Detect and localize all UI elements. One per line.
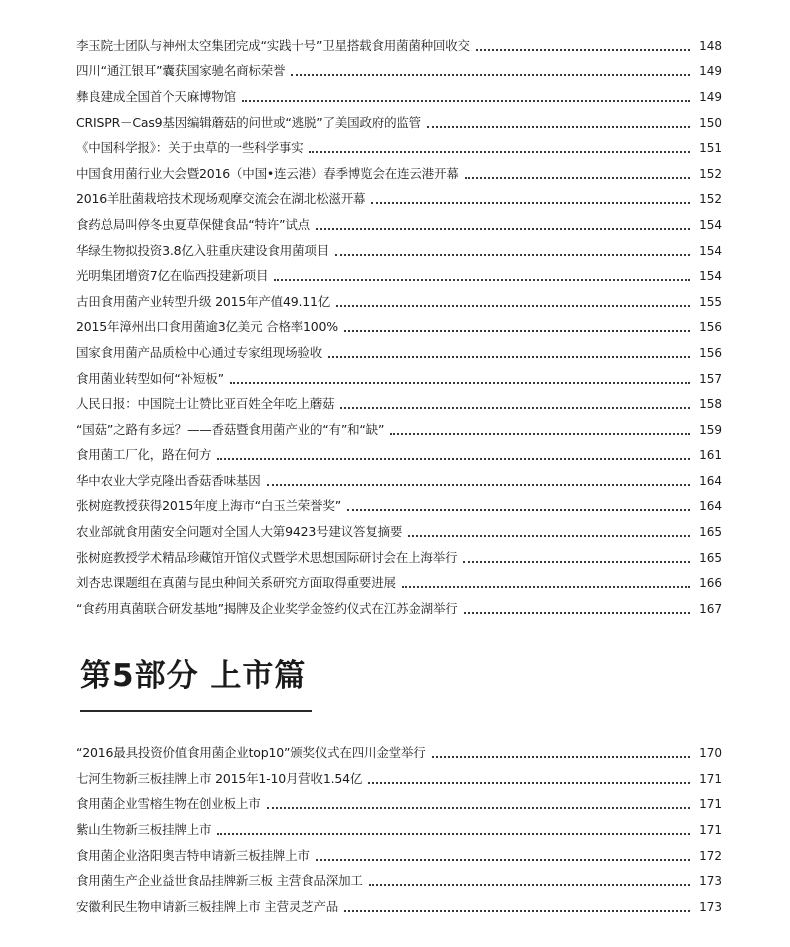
dot-leader	[464, 612, 690, 614]
toc-entry-title: 七河生物新三板挂牌上市 2015年1-10月营收1.54亿	[76, 770, 363, 786]
toc-entry[interactable]	[76, 843, 722, 869]
toc-entry[interactable]	[76, 84, 722, 110]
toc-entry-title: CRISPR－Cas9基因编辑蘑菇的问世或“逃脱”了美国政府的监管	[76, 114, 421, 130]
toc-entry[interactable]	[76, 494, 722, 520]
toc-entry[interactable]	[76, 791, 722, 817]
toc-entry-page: 171	[699, 822, 722, 837]
toc-entry[interactable]	[76, 187, 722, 213]
toc-entry[interactable]	[76, 366, 722, 392]
toc-entry[interactable]	[76, 110, 722, 136]
section-heading-rule	[80, 710, 312, 712]
toc-entry[interactable]	[76, 135, 722, 161]
dot-leader	[368, 782, 690, 784]
dot-leader	[427, 126, 690, 128]
toc-entry-page: 154	[699, 243, 722, 258]
toc-entry-page: 165	[699, 525, 722, 540]
toc-entry[interactable]	[76, 740, 722, 766]
dot-leader	[267, 807, 690, 809]
toc-entry-page: 152	[699, 166, 722, 181]
toc-entry[interactable]	[76, 894, 722, 920]
toc-entry-page: 165	[699, 550, 722, 565]
toc-entry-page: 166	[699, 576, 722, 591]
toc-entry-title: 华中农业大学克隆出香菇香味基因	[76, 472, 261, 488]
dot-leader	[316, 859, 690, 861]
toc-entry-page: 164	[699, 499, 722, 514]
toc-entry[interactable]	[76, 545, 722, 571]
toc-entry-title: 四川“通江银耳”囊获国家驰名商标荣誉	[76, 63, 286, 79]
toc-entry[interactable]	[76, 263, 722, 289]
toc-entry-page: 155	[699, 294, 722, 309]
toc-entry[interactable]	[76, 212, 722, 238]
toc-list-before	[76, 33, 722, 622]
toc-entry-title: 食药总局叫停冬虫夏草保健食品“特许”试点	[76, 216, 310, 232]
toc-entry[interactable]	[76, 33, 722, 59]
toc-entry[interactable]	[76, 391, 722, 417]
toc-entry-page: 173	[699, 899, 722, 914]
dot-leader	[230, 382, 690, 384]
toc-entry-title: 张树庭教授获得2015年度上海市“白玉兰荣誉奖”	[76, 498, 341, 514]
toc-entry-title: 张树庭教授学术精品珍藏馆开馆仪式暨学术思想国际研讨会在上海举行	[76, 549, 458, 565]
dot-leader	[463, 561, 690, 563]
toc-entry[interactable]	[76, 766, 722, 792]
dot-leader	[347, 509, 690, 511]
dot-leader	[217, 458, 690, 460]
dot-leader	[402, 586, 690, 588]
toc-list-after	[76, 740, 722, 920]
dot-leader	[291, 74, 690, 76]
toc-entry-title: 食用菌工厂化，路在何方	[76, 447, 212, 463]
toc-entry-page: 164	[699, 473, 722, 488]
dot-leader	[408, 535, 690, 537]
toc-entry-page: 154	[699, 269, 722, 284]
toc-entry-page: 161	[699, 448, 722, 463]
toc-entry-title: “2016最具投资价值食用菌企业top10”颁奖仪式在四川金堂举行	[76, 744, 426, 760]
toc-entry-title: “食药用真菌联合研发基地”揭牌及企业奖学金签约仪式在江苏金湖举行	[76, 600, 458, 616]
dot-leader	[344, 910, 690, 912]
toc-entry[interactable]	[76, 238, 722, 264]
toc-entry[interactable]	[76, 289, 722, 315]
toc-entry-title: 中国食用菌行业大会暨2016（中国•连云港）春季博览会在连云港开幕	[76, 165, 459, 181]
toc-entry-title: 食用菌生产企业益世食品挂牌新三板 主营食品深加工	[76, 873, 363, 889]
toc-entry-page: 159	[699, 422, 722, 437]
toc-entry-page: 150	[699, 115, 722, 130]
toc-entry[interactable]	[76, 868, 722, 894]
toc-entry-title: 《中国科学报》：关于虫草的一些科学事实	[76, 140, 304, 156]
toc-entry-page: 171	[699, 771, 722, 786]
toc-entry-page: 156	[699, 320, 722, 335]
toc-entry[interactable]	[76, 817, 722, 843]
toc-entry-title: 光明集团增资7亿在临西投建新项目	[76, 268, 269, 284]
toc-entry-page: 171	[699, 797, 722, 812]
dot-leader	[371, 202, 690, 204]
dot-leader	[309, 151, 690, 153]
toc-entry[interactable]	[76, 570, 722, 596]
toc-entry-page: 170	[699, 745, 722, 760]
dot-leader	[340, 407, 690, 409]
dot-leader	[328, 356, 690, 358]
toc-entry[interactable]	[76, 443, 722, 469]
toc-entry-page: 149	[699, 89, 722, 104]
toc-entry-title: 食用菌企业洛阳奥吉特申请新三板挂牌上市	[76, 847, 310, 863]
dot-leader	[242, 100, 690, 102]
toc-entry-title: 彝良建成全国首个天麻博物馆	[76, 88, 236, 104]
toc-entry[interactable]	[76, 596, 722, 622]
toc-entry[interactable]	[76, 417, 722, 443]
dot-leader	[336, 305, 690, 307]
toc-entry[interactable]	[76, 340, 722, 366]
toc-entry-title: 刘杏忠课题组在真菌与昆虫种间关系研究方面取得重要进展	[76, 575, 396, 591]
toc-entry-title: 古田食用菌产业转型升级 2015年产值49.11亿	[76, 293, 331, 309]
toc-entry-page: 152	[699, 192, 722, 207]
dot-leader	[476, 49, 690, 51]
dot-leader	[217, 833, 690, 835]
toc-entry-title: 紫山生物新三板挂牌上市	[76, 821, 212, 837]
toc-entry-page: 148	[699, 38, 722, 53]
toc-entry[interactable]	[76, 161, 722, 187]
toc-entry[interactable]	[76, 59, 722, 85]
toc-entry-title: 李玉院士团队与神州太空集团完成“实践十号”卫星搭载食用菌菌种回收交	[76, 37, 470, 53]
toc-entry-page: 173	[699, 874, 722, 889]
toc-entry-title: 国家食用菌产品质检中心通过专家组现场验收	[76, 344, 323, 360]
dot-leader	[432, 756, 690, 758]
toc-entry-page: 167	[699, 601, 722, 616]
toc-entry-page: 156	[699, 345, 722, 360]
toc-entry-title: 食用菌业转型如何“补短板”	[76, 370, 224, 386]
dot-leader	[335, 254, 690, 256]
toc-entry[interactable]	[76, 519, 722, 545]
toc-entry-title: 人民日报：中国院士让赞比亚百姓全年吃上蘑菇	[76, 396, 335, 412]
toc-entry-page: 149	[699, 64, 722, 79]
toc-entry-page: 154	[699, 217, 722, 232]
toc-entry-page: 172	[699, 848, 722, 863]
dot-leader	[390, 433, 690, 435]
toc-entry-page: 151	[699, 141, 722, 156]
dot-leader	[316, 228, 690, 230]
toc-entry-page: 158	[699, 397, 722, 412]
toc-entry[interactable]	[76, 468, 722, 494]
toc-entry[interactable]	[76, 315, 722, 341]
toc-entry-title: 食用菌企业雪榕生物在创业板上市	[76, 796, 261, 812]
toc-entry-title: “国菇”之路有多远？——香菇暨食用菌产业的“有”和“缺”	[76, 421, 385, 437]
toc-entry-title: 农业部就食用菌安全问题对全国人大第9423号建议答复摘要	[76, 524, 403, 540]
dot-leader	[267, 484, 690, 486]
toc-entry-title: 华绿生物拟投资3.8亿入驻重庆建设食用菌项目	[76, 242, 329, 258]
toc-entry-title: 安徽利民生物申请新三板挂牌上市 主营灵芝产品	[76, 898, 339, 914]
toc-entry-page: 157	[699, 371, 722, 386]
dot-leader	[465, 177, 690, 179]
dot-leader	[274, 279, 690, 281]
toc-entry-title: 2016羊肚菌栽培技术现场观摩交流会在湖北松滋开幕	[76, 191, 366, 207]
dot-leader	[344, 330, 690, 332]
section-heading: 第5部分 上市篇	[80, 658, 307, 694]
dot-leader	[369, 884, 690, 886]
toc-entry-title: 2015年漳州出口食用菌逾3亿美元 合格率100%	[76, 319, 338, 335]
